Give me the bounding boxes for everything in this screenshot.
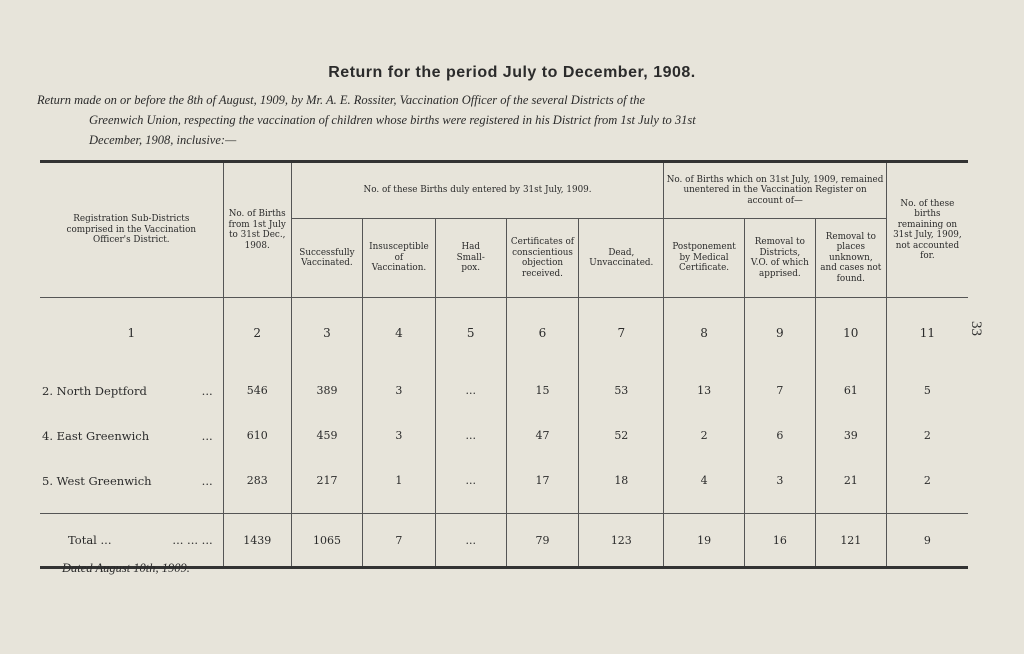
header-successfully: Successfully Vaccinated. <box>291 219 362 298</box>
table-cell: 283 <box>223 458 291 514</box>
header-insusceptible: Insusceptible of Vaccination. <box>363 219 436 298</box>
table-cell: 459 <box>291 413 362 458</box>
intro-paragraph <box>37 90 967 150</box>
column-number: 5 <box>435 298 506 369</box>
dated-line: Dated August 10th, 1909. <box>62 561 190 575</box>
header-dead: Dead, Unvaccinated. <box>579 219 664 298</box>
header-postponement: Postponement by Medical Certificate. <box>664 219 744 298</box>
table-row <box>40 413 968 458</box>
table-cell: 4 <box>664 458 744 514</box>
table-cell: 2 <box>886 458 968 514</box>
table-cell: 389 <box>291 368 362 413</box>
table-cell: 47 <box>506 413 579 458</box>
table-cell: 18 <box>579 458 664 514</box>
total-cell: 9 <box>886 514 968 568</box>
table-cell: 2 <box>664 413 744 458</box>
column-number: 10 <box>815 298 886 369</box>
column-number: 3 <box>291 298 362 369</box>
table-cell: 39 <box>815 413 886 458</box>
table-cell: 2 <box>886 413 968 458</box>
leader-dots: ... <box>201 428 213 443</box>
column-number: 8 <box>664 298 744 369</box>
table-cell: 15 <box>506 368 579 413</box>
intro-line: December, 1908, inclusive:— <box>89 133 237 147</box>
table-cell: 3 <box>363 413 436 458</box>
table-cell: 3 <box>744 458 815 514</box>
total-cell: 19 <box>664 514 744 568</box>
table-cell: 5 <box>886 368 968 413</box>
table-cell: 61 <box>815 368 886 413</box>
column-number: 4 <box>363 298 436 369</box>
total-cell: 79 <box>506 514 579 568</box>
leader-dots: ... <box>201 473 213 488</box>
table-cell: 21 <box>815 458 886 514</box>
table-cell: 6 <box>744 413 815 458</box>
table-cell: 610 <box>223 413 291 458</box>
table-cell: 53 <box>579 368 664 413</box>
leader-dots: ... ... ... <box>172 533 213 547</box>
total-cell: 1439 <box>223 514 291 568</box>
table-cell: ... <box>435 368 506 413</box>
header-entered-group: No. of these Births duly entered by 31st July, 1909. <box>291 162 664 219</box>
table-cell: ... <box>435 458 506 514</box>
district-name <box>40 368 223 413</box>
page-title: Return for the period July to December, 1908. <box>328 64 696 81</box>
header-removal-unknown: Removal to places unknown, and cases not found. <box>815 219 886 298</box>
header-certificates: Certificates of conscientious objection received. <box>506 219 579 298</box>
column-number: 2 <box>223 298 291 369</box>
total-cell: 121 <box>815 514 886 568</box>
total-cell: 7 <box>363 514 436 568</box>
intro-line: Greenwich Union, respecting the vaccination of children whose births were registered in his District from 1st July to 31st <box>89 113 696 127</box>
header-removal-districts: Removal to Districts, V.O. of which apprised. <box>744 219 815 298</box>
table-cell: 546 <box>223 368 291 413</box>
district-name <box>40 458 223 514</box>
table-row <box>40 458 968 514</box>
column-number: 9 <box>744 298 815 369</box>
total-cell: 123 <box>579 514 664 568</box>
total-label: Total ... <box>68 533 112 547</box>
column-number: 7 <box>579 298 664 369</box>
column-number: 11 <box>886 298 968 369</box>
total-label-cell <box>40 514 223 568</box>
leader-dots: ... <box>201 383 213 398</box>
district-label: 2. North Deptford <box>42 383 147 398</box>
total-cell: 16 <box>744 514 815 568</box>
column-number: 1 <box>40 298 223 369</box>
table-cell: 13 <box>664 368 744 413</box>
total-cell: ... <box>435 514 506 568</box>
header-births: No. of Births from 1st July to 31st Dec., 1908. <box>223 162 291 298</box>
table-cell: 17 <box>506 458 579 514</box>
table-row <box>40 368 968 413</box>
table-cell: 7 <box>744 368 815 413</box>
header-unentered-group: No. of Births which on 31st July, 1909, remained unentered in the Vaccination Register on account of— <box>664 162 886 219</box>
column-number: 6 <box>506 298 579 369</box>
header-registration: Registration Sub-Districts comprised in the Vaccination Officer's District. <box>40 162 223 298</box>
table-cell: 217 <box>291 458 362 514</box>
table-cell: 3 <box>363 368 436 413</box>
district-name <box>40 413 223 458</box>
page-number: 33 <box>968 321 984 336</box>
total-row <box>40 514 968 568</box>
district-label: 5. West Greenwich <box>42 473 152 488</box>
header-smallpox: Had Small-pox. <box>435 219 506 298</box>
table-cell: ... <box>435 413 506 458</box>
table-cell: 52 <box>579 413 664 458</box>
vaccination-table <box>40 160 968 569</box>
district-label: 4. East Greenwich <box>42 428 150 443</box>
intro-line: Return made on or before the 8th of August, 1909, by Mr. A. E. Rossiter, Vaccination Officer of the several Districts of the <box>37 93 646 107</box>
header-remaining: No. of these births remaining on 31st July, 1909, not accounted for. <box>886 162 968 298</box>
total-cell: 1065 <box>291 514 362 568</box>
table-cell: 1 <box>363 458 436 514</box>
